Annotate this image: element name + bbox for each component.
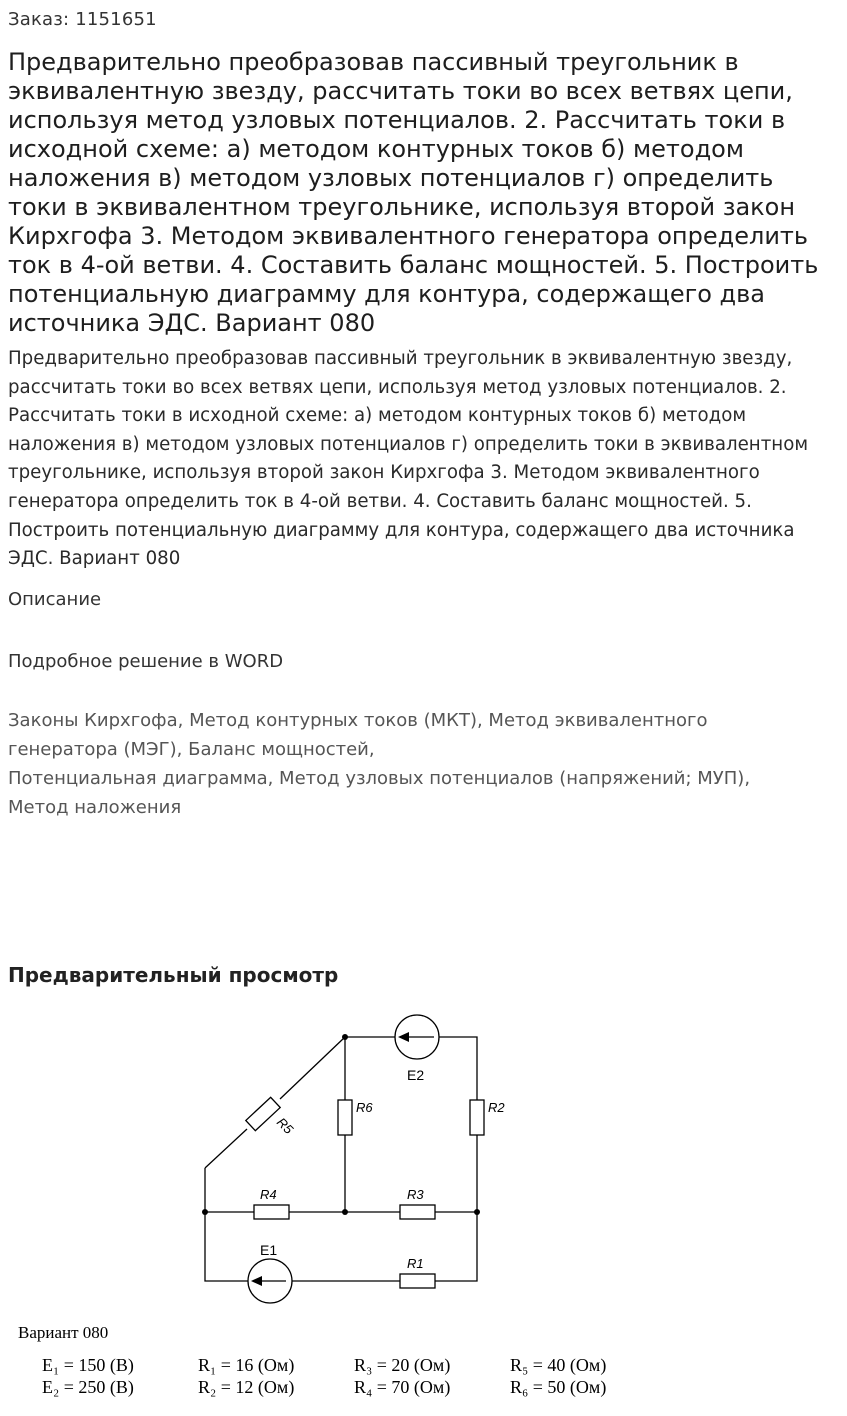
label-r3: R3 [407, 1187, 424, 1202]
description-heading: Описание [8, 589, 102, 610]
task-description: Предварительно преобразовав пассивный треугольник в эквивалентную звезду, рассчитать токи во всех ветвях цепи, используя метод узловых потенциалов. 2. Рассчитать токи в исходной схеме: а) методом контурных токов б) методом наложения в) методом узловых потенциалов г) определить токи в эквивалентном треугольнике, используя второй закон Кирхгофа 3. Методом эквивалентного генератора определить ток в 4-ой ветви. 4. Составить баланс мощностей. 5. Построить потенциальную диаграмму для контура, содержащего два источника ЭДС. Вариант 080 [8, 348, 809, 570]
tag-link[interactable]: Метод узловых потенциалов (напряжений; МУП) [279, 768, 745, 789]
variant-label: Вариант 080 [18, 1323, 109, 1342]
label-r4: R4 [260, 1187, 277, 1202]
parameter-cell: R₃ = 20 (Ом) [354, 1355, 451, 1375]
tag-separator: , [368, 739, 375, 760]
label-r6: R6 [356, 1100, 373, 1115]
node-right [474, 1209, 480, 1215]
tag-link[interactable]: Баланс мощностей [188, 739, 369, 760]
label-r5: R5 [273, 1114, 297, 1137]
tag-link[interactable]: Метод эквивалентного генератора (МЭГ) [8, 710, 708, 760]
node-left [202, 1209, 208, 1215]
tag-link[interactable]: Метод контурных токов (МКТ) [189, 710, 477, 731]
tag-separator: , [267, 768, 280, 789]
label-e2: E2 [407, 1067, 425, 1083]
parameters-table [42, 1355, 666, 1399]
arrow-e1-head [251, 1276, 262, 1286]
wire-bottom-left [205, 1212, 248, 1281]
label-r2: R2 [488, 1100, 505, 1115]
order-number: Заказ: 1151651 [8, 9, 157, 30]
node-center [342, 1209, 348, 1215]
wire-right-bottom [435, 1212, 477, 1281]
label-e1: E1 [260, 1242, 278, 1258]
parameter-cell: R₆ = 50 (Ом) [510, 1377, 607, 1397]
label-r1: R1 [407, 1256, 424, 1271]
tag-separator: , [476, 710, 489, 731]
preview-heading: Предварительный просмотр [8, 963, 339, 987]
circuit-diagram [190, 1005, 510, 1310]
parameter-cell: R₅ = 40 (Ом) [510, 1355, 607, 1375]
tag-separator: , [177, 710, 190, 731]
node-top [342, 1034, 348, 1040]
resistor-r6 [338, 1100, 352, 1135]
tag-link[interactable]: Метод наложения [8, 797, 182, 818]
resistor-r1 [400, 1274, 435, 1288]
tag-link[interactable]: Законы Кирхгофа [8, 710, 178, 731]
page-title: Предварительно преобразовав пассивный треугольник в эквивалентную звезду, рассчитать токи во всех ветвях цепи, используя метод узловых потенциалов. 2. Рассчитать токи в исходной схеме: а) методом контурных токов б) методом наложения в) методом узловых потенциалов г) определить токи в эквивалентном треугольнике, используя второй закон Кирхгофа 3. Методом эквивалентного генератора определить ток в 4-ой ветви. 4. Составить баланс мощностей. 5. Построить потенциальную диаграмму для контура, содержащего два источника ЭДС. Вариант 080 [8, 48, 819, 337]
parameter-cell: E₂ = 250 (В) [42, 1377, 134, 1397]
parameters-row [42, 1377, 666, 1399]
parameter-cell: R₁ = 16 (Ом) [198, 1355, 295, 1375]
arrow-e2-head [398, 1032, 409, 1042]
resistor-r3 [400, 1205, 435, 1219]
parameters-row [42, 1355, 666, 1377]
tag-separator: , [176, 739, 189, 760]
tag-separator: , [744, 768, 751, 789]
description-text: Подробное решение в WORD [8, 651, 284, 672]
resistor-r2 [470, 1100, 484, 1135]
wire-diagonal-low [205, 1129, 247, 1168]
parameter-cell: R₂ = 12 (Ом) [198, 1377, 295, 1397]
resistor-r4 [254, 1205, 289, 1219]
wire-top-right [439, 1037, 477, 1100]
tag-list [8, 706, 808, 822]
wire-diagonal-high [280, 1037, 345, 1099]
tag-link[interactable]: Потенциальная диаграмма [8, 768, 268, 789]
parameter-cell: E₁ = 150 (В) [42, 1355, 134, 1375]
parameter-cell: R₄ = 70 (Ом) [354, 1377, 451, 1397]
